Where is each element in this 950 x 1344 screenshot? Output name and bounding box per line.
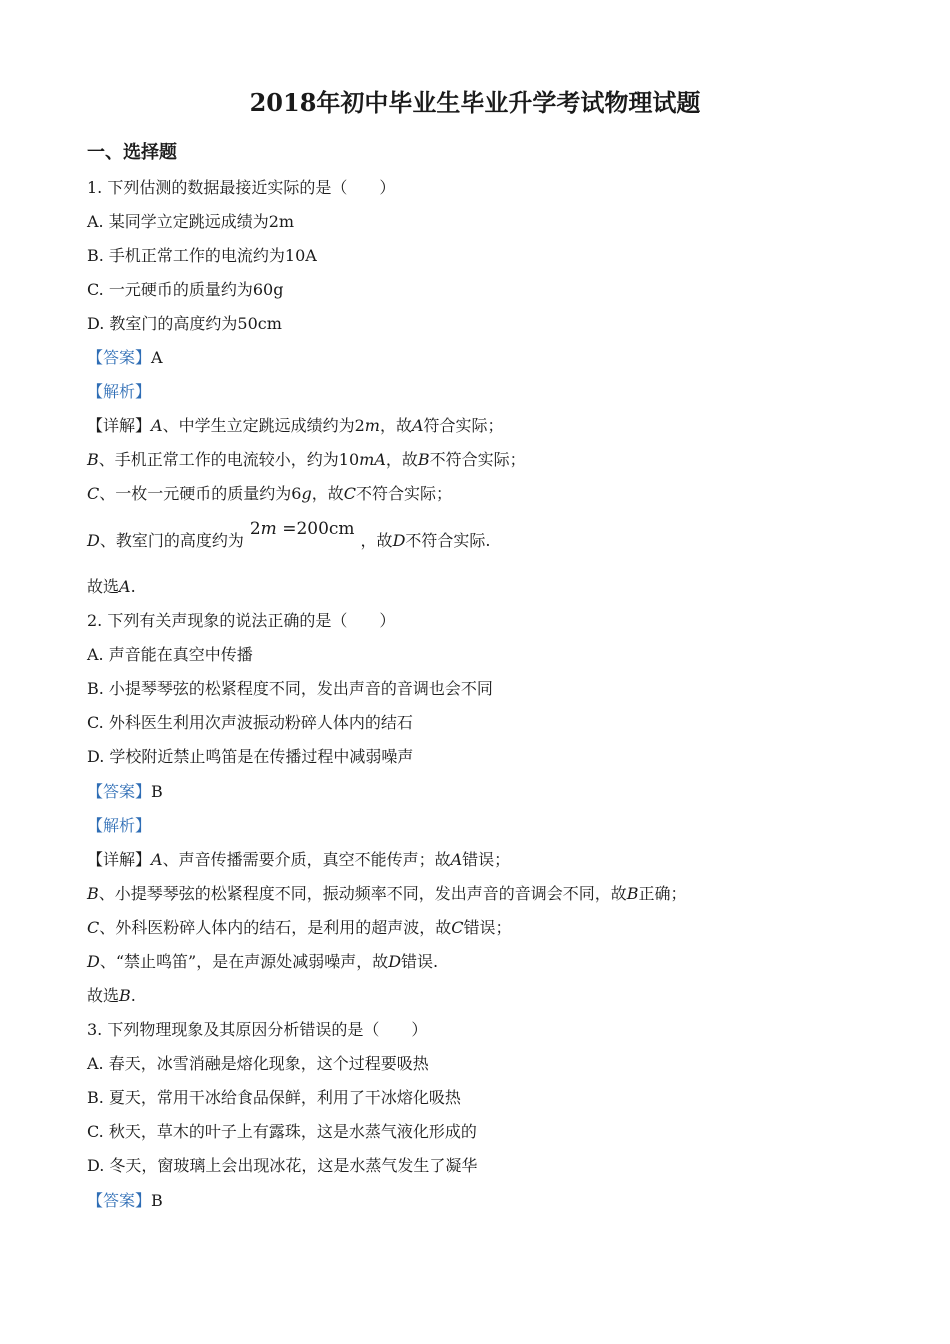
q2-option-a: A. 声音能在真空中传播 <box>87 645 253 664</box>
q3-answer <box>87 1191 163 1211</box>
question-1-stem: 1. 下列估测的数据最接近实际的是（ ） <box>87 178 396 197</box>
q2-detail-d: D、“禁止鸣笛”，是在声源处减弱噪声，故D错误. <box>87 952 439 971</box>
answer-value: A <box>151 348 163 367</box>
q2-option-b: B. 小提琴琴弦的松紧程度不同，发出声音的音调也会不同 <box>87 679 493 698</box>
q2-answer <box>87 782 163 802</box>
q1-conclusion: 故选A. <box>87 577 136 596</box>
detail-tag: 【详解】 <box>87 416 152 435</box>
answer-value: B <box>151 1191 163 1210</box>
q1-detail-d: D、教室门的高度约为2m =200cm，故D不符合实际. <box>87 519 491 550</box>
answer-tag: 【答案】 <box>87 348 152 367</box>
question-3-stem: 3. 下列物理现象及其原因分析错误的是（ ） <box>87 1020 428 1039</box>
q3-option-d: D. 冬天，窗玻璃上会出现冰花，这是水蒸气发生了凝华 <box>87 1156 478 1175</box>
q2-detail-c: C、外科医粉碎人体内的结石，是利用的超声波，故C错误； <box>87 918 512 937</box>
detail-tag: 【详解】 <box>87 850 152 869</box>
q1-detail-c: C、一枚一元硬币的质量约为6g，故C不符合实际； <box>87 484 452 503</box>
q2-analysis-tag: 【解析】 <box>87 816 152 835</box>
question-2-stem: 2. 下列有关声现象的说法正确的是（ ） <box>87 611 396 630</box>
q1-option-c: C. 一元硬币的质量约为60g <box>87 280 284 299</box>
q1-option-a: A. 某同学立定跳远成绩为2m <box>87 212 295 231</box>
q1-detail-b: B、手机正常工作的电流较小，约为10mA，故B不符合实际； <box>87 450 526 469</box>
section-heading: 一、选择题 <box>87 142 177 163</box>
q3-option-b: B. 夏天，常用干冰给食品保鲜，利用了干冰熔化吸热 <box>87 1088 461 1107</box>
q2-option-d: D. 学校附近禁止鸣笛是在传播过程中减弱噪声 <box>87 747 414 766</box>
q1-analysis-tag: 【解析】 <box>87 382 152 401</box>
q1-option-d: D. 教室门的高度约为50cm <box>87 314 282 333</box>
q3-option-a: A. 春天，冰雪消融是熔化现象，这个过程要吸热 <box>87 1054 429 1073</box>
answer-tag: 【答案】 <box>87 782 152 801</box>
q1-option-b: B. 手机正常工作的电流约为10A <box>87 246 317 265</box>
page-title: 2018年初中毕业生毕业升学考试物理试题 <box>249 88 701 117</box>
q3-option-c: C. 秋天，草木的叶子上有露珠，这是水蒸气液化形成的 <box>87 1122 477 1141</box>
q2-detail-a: 【详解】A、声音传播需要介质，真空不能传声；故A错误； <box>87 850 511 869</box>
q1-detail-a: 【详解】A、中学生立定跳远成绩约为2m，故A符合实际； <box>87 416 504 435</box>
q1-answer <box>87 348 163 368</box>
q2-option-c: C. 外科医生利用次声波振动粉碎人体内的结石 <box>87 713 413 732</box>
answer-value: B <box>151 782 163 801</box>
q2-conclusion: 故选B. <box>87 986 136 1005</box>
q2-detail-b: B、小提琴琴弦的松紧程度不同，振动频率不同，发出声音的音调会不同，故B正确； <box>87 884 687 903</box>
answer-tag: 【答案】 <box>87 1191 152 1210</box>
formula: 2m =200cm <box>249 519 355 539</box>
